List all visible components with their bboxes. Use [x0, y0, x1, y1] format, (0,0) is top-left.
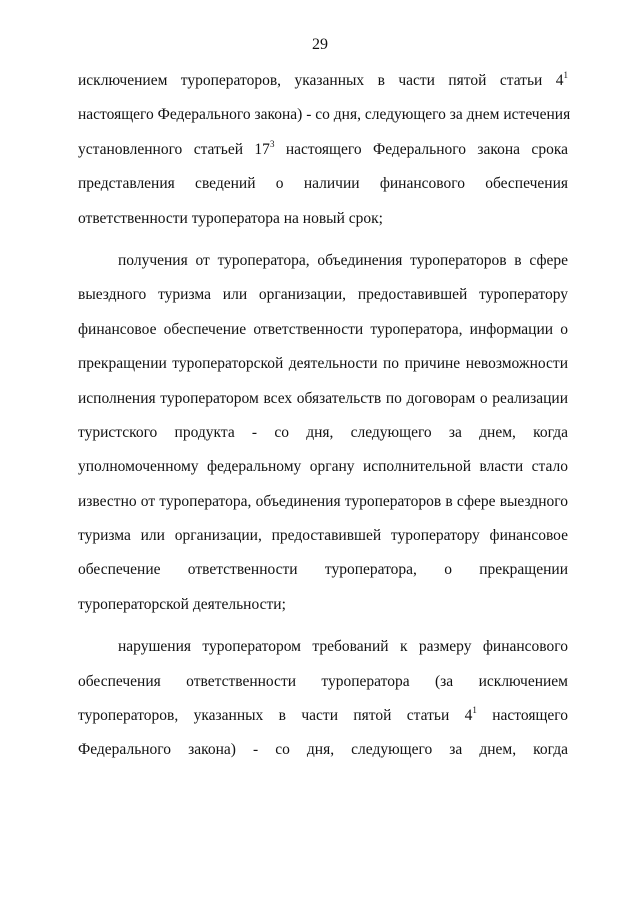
paragraph-line: туроператорской деятельности;	[78, 595, 286, 613]
paragraph-line: получения от туроператора, объединения туроператоров в сфере	[118, 251, 568, 269]
paragraph-2	[78, 244, 568, 622]
paragraph-line: туристского продукта - со дня, следующего за днем, когда	[78, 423, 568, 441]
paragraph-line: туроператоров, указанных в части пятой статьи $4^1$ настоящего	[78, 705, 568, 725]
paragraph-line: Федерального закона) - со дня, следующего за днем, когда	[78, 741, 568, 759]
superscript: 1	[472, 705, 477, 716]
paragraph-line: уполномоченному федеральному органу исполнительной власти стало	[78, 458, 568, 476]
paragraph-line: ответственности туроператора на новый срок;	[78, 209, 383, 227]
paragraph-line: установленного статьей $17^3$ настоящего Федерального закона срока	[78, 138, 568, 158]
paragraph-line: исполнения туроператором всех обязательств по договорам о реализации	[78, 389, 568, 407]
paragraph-line: финансовое обеспечение ответственности туроператора, информации о	[78, 320, 568, 338]
paragraph-line: известно от туроператора, объединения туроператоров в сфере выездного	[78, 492, 568, 510]
paragraph-line: настоящего Федерального закона) - со дня, следующего за днем истечения	[78, 106, 571, 124]
paragraph-line: выездного туризма или организации, предоставившей туроператору	[78, 286, 568, 304]
document-body	[78, 64, 571, 768]
paragraph-line: представления сведений о наличии финансового обеспечения	[78, 175, 568, 193]
superscript: 1	[563, 70, 568, 80]
page-number: 29	[312, 36, 328, 53]
paragraph-line: исключением туроператоров, указанных в части пятой статьи $4^1$	[78, 70, 568, 89]
paragraph-line: нарушения туроператором требований к размеру финансового	[118, 638, 568, 656]
paragraph-line: обеспечения ответственности туроператора (за исключением	[78, 672, 568, 690]
paragraph-line: обеспечение ответственности туроператора, о прекращении	[78, 561, 568, 579]
paragraph-line: прекращении туроператорской деятельности по причине невозможности	[78, 355, 568, 373]
paragraph-1	[78, 64, 571, 236]
superscript: 3	[269, 138, 275, 149]
paragraph-line: туризма или организации, предоставившей туроператору финансовое	[78, 527, 568, 545]
paragraph-3	[78, 630, 568, 768]
